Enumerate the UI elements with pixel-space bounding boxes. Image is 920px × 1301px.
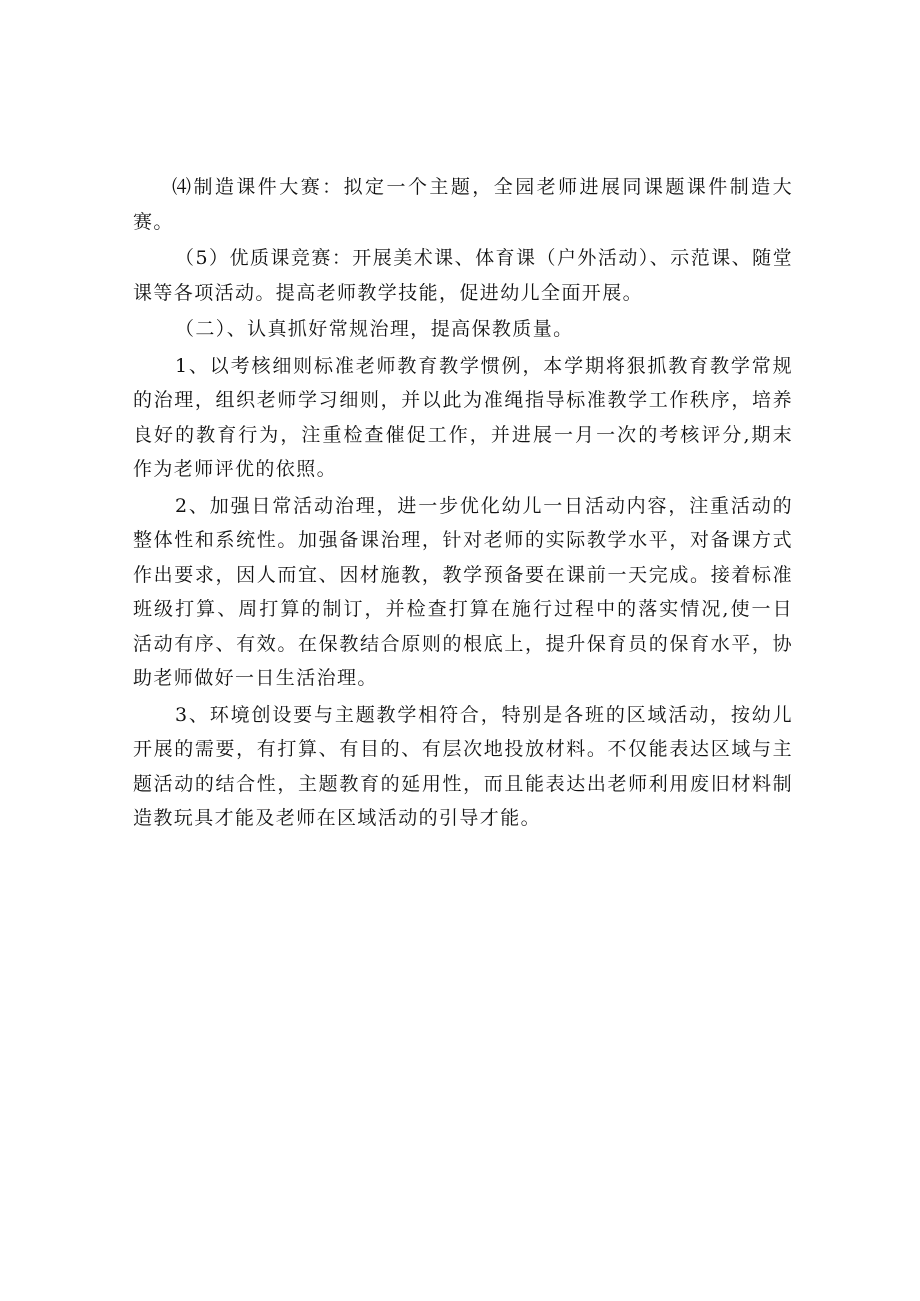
paragraph-daily-activity-management: 2、加强日常活动治理，进一步优化幼儿一日活动内容，注重活动的整体性和系统性。加强备课治理，针对老师的实际教学水平，对备课方式作出要求，因人而宜、因材施教，教学预备要在课前一天完成。接着标准班级打算、周打算的制订，并检查打算在施行过程中的落实情况,使一日活动有序、有效。在保教结合原则的根底上，提升保育员的保育水平，协助老师做好一日生活治理。 <box>133 494 793 689</box>
paragraph-quality-lesson-contest: （5）优质课竞赛：开展美术课、体育课（户外活动）、示范课、随堂课等各项活动。提高老师教学技能，促进幼儿全面开展。 <box>133 247 793 304</box>
paragraph-assessment-rules: 1、以考核细则标准老师教育教学惯例，本学期将狠抓教育教学常规的治理，组织老师学习细则，并以此为准绳指导标准教学工作秩序，培养良好的教育行为，注重检查催促工作，并进展一月一次的考核评分,期末作为老师评优的依照。 <box>133 354 793 480</box>
paragraph-courseware-contest: ⑷制造课件大赛：拟定一个主题，全园老师进展同课题课件制造大赛。 <box>133 176 793 233</box>
paragraph-environment-creation: 3、环境创设要与主题教学相符合，特别是各班的区域活动，按幼儿开展的需要，有打算、有目的、有层次地投放材料。不仅能表达区域与主题活动的结合性，主题教育的延用性，而且能表达出老师利用废旧材料制造教玩具才能及老师在区域活动的引导才能。 <box>133 703 793 829</box>
section-heading-routine-management: （二）、认真抓好常规治理，提高保教质量。 <box>175 318 574 340</box>
document-body <box>133 170 793 838</box>
